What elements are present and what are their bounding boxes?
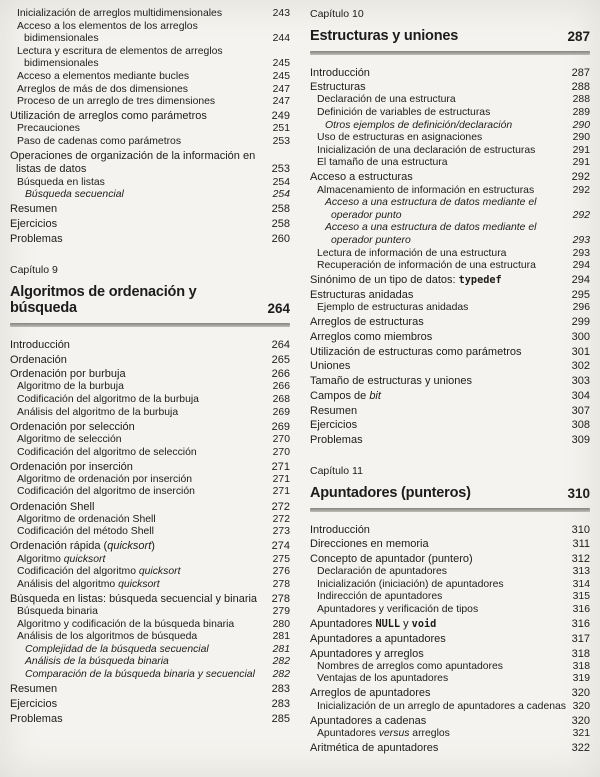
chapter-title-row [310, 28, 590, 45]
toc-entry [10, 354, 290, 367]
toc-entry-title: Otros ejemplos de definición/declaración [325, 119, 513, 131]
toc-entry [10, 203, 290, 216]
chapter-label: Capítulo 10 [310, 8, 364, 20]
toc-entry [10, 566, 290, 579]
toc-entry [310, 222, 590, 247]
toc-entry-title: Introducción [10, 338, 70, 351]
toc-entry-page: 299 [571, 316, 590, 329]
toc-entry-title: Algoritmo y codificación de la búsqueda binaria [17, 618, 235, 630]
toc-entry-page: 264 [271, 338, 290, 351]
toc-entry [310, 553, 590, 566]
chapter-title-row [10, 284, 290, 317]
toc-entry-page: 278 [271, 592, 290, 605]
toc-entry [10, 21, 290, 46]
toc-section [10, 264, 290, 726]
toc-entry-page: 271 [272, 486, 290, 498]
toc-entry-page: 260 [271, 232, 290, 245]
toc-entry-title: Ordenación por inserción [10, 460, 133, 473]
toc-entry [310, 331, 590, 344]
toc-entry-title: Concepto de apuntador (puntero) [310, 553, 473, 566]
toc-entry-page: 268 [272, 394, 290, 406]
toc-entry-title: Problemas [10, 232, 63, 245]
chapter-heading [10, 264, 290, 327]
toc-entry-title: Arreglos de estructuras [310, 316, 424, 329]
toc-entry-page: 317 [571, 632, 590, 645]
chapter-title: Estructuras y uniones [310, 28, 459, 44]
toc-entry-page: 318 [572, 660, 590, 672]
toc-entry-page: 281 [272, 643, 290, 655]
toc-entry [310, 120, 590, 133]
toc-entry-page: 309 [571, 433, 590, 446]
toc-entry [10, 110, 290, 123]
toc-entry [310, 524, 590, 537]
toc-entry-title: Inicialización de un arreglo de apuntadores a cadenas [317, 700, 566, 712]
toc-entry-title: Estructuras anidadas [310, 289, 414, 302]
chapter-rule [10, 323, 290, 327]
toc-entry-title: Ordenación [10, 353, 67, 366]
toc-entry-title: Utilización de arreglos como parámetros [10, 110, 207, 123]
toc-entry-title: Ejercicios [10, 217, 58, 230]
toc-entry-title: Declaración de apuntadores [317, 566, 447, 578]
toc-entry-title: Ordenación Shell [10, 500, 95, 513]
toc-entry-title: Acceso a elementos mediante bucles [17, 70, 190, 82]
toc-entry-page: 270 [272, 446, 290, 458]
toc-entry-page: 302 [571, 360, 590, 373]
toc-entry-page: 320 [572, 700, 590, 712]
toc-entry [310, 419, 590, 432]
toc-entry [10, 177, 290, 190]
toc-entry [310, 604, 590, 617]
toc-entry-title: Lectura de información de una estructura [317, 247, 507, 259]
toc-entry-page: 290 [572, 132, 590, 144]
toc-entry-title: Apuntadores y verificación de tipos [317, 604, 479, 616]
toc-entry [310, 145, 590, 158]
toc-entry-page: 294 [572, 260, 590, 272]
toc-entry-page: 280 [272, 618, 290, 630]
toc-entry-page: 292 [572, 209, 590, 221]
toc-entry-title: Almacenamiento de información en estructuras [317, 184, 535, 196]
chapter-heading [310, 465, 590, 512]
toc-entry-page: 282 [272, 656, 290, 668]
toc-entry [310, 274, 590, 287]
toc-entry-page: 258 [271, 203, 290, 216]
toc-entry [310, 661, 590, 674]
toc-entry [310, 375, 590, 388]
toc-entry-page: 321 [572, 727, 590, 739]
toc-entry [310, 107, 590, 120]
toc-entry-title: Arreglos de apuntadores [310, 687, 431, 700]
toc-entry-page: 308 [571, 419, 590, 432]
toc-entry-title: Apuntadores a apuntadores [310, 632, 446, 645]
toc-column-left [10, 8, 290, 777]
chapter-heading [310, 8, 590, 55]
toc-entry-title: Ejercicios [310, 419, 358, 432]
toc-entry [10, 554, 290, 567]
toc-entry-title: Operaciones de organización de la información en listas de datos [10, 150, 256, 176]
toc-entry [10, 189, 290, 202]
toc-entry-title: Complejidad de la búsqueda secuencial [25, 643, 209, 655]
toc-entry [10, 96, 290, 109]
toc-entry-page: 279 [272, 606, 290, 618]
toc-entry-page: 289 [572, 107, 590, 118]
toc-section [310, 465, 590, 755]
toc-entry-page: 316 [571, 618, 590, 631]
toc-entry-title: Acceso a los elementos de los arreglos bidimensionales [17, 20, 198, 45]
toc-entry [310, 67, 590, 80]
toc-entry [10, 606, 290, 619]
toc-entry-title: Análisis del algoritmo de la burbuja [17, 406, 179, 418]
toc-entry-page: 244 [272, 33, 290, 45]
toc-entry-page: 285 [271, 712, 290, 725]
toc-entry-page: 271 [271, 460, 290, 473]
toc-entry [10, 421, 290, 434]
toc-entry-page: 312 [571, 553, 590, 566]
chapter-label: Capítulo 11 [310, 465, 363, 478]
toc-entry-title: Algoritmo quicksort [17, 553, 106, 565]
toc-entry [10, 683, 290, 696]
toc-entry-title: Uso de estructuras en asignaciones [317, 132, 483, 144]
toc-section [310, 8, 590, 447]
toc-entry [310, 390, 590, 403]
toc-entry-page: 313 [572, 566, 590, 578]
toc-entry-page: 272 [271, 500, 290, 513]
toc-entry [310, 633, 590, 646]
toc-entry [10, 593, 290, 606]
toc-entry [10, 540, 290, 553]
toc-entry [10, 339, 290, 352]
toc-entry [10, 669, 290, 682]
toc-entry-title: Codificación del algoritmo de la burbuja [17, 394, 199, 406]
toc-entry-title: Algoritmo de la burbuja [17, 381, 124, 393]
toc-entry [310, 579, 590, 592]
toc-entry [310, 742, 590, 755]
chapter-page-number: 310 [567, 485, 590, 501]
toc-entry-title: Acceso a una estructura de datos mediante el operador puntero [325, 222, 537, 247]
toc-entry-title: Indirección de apuntadores [317, 591, 443, 603]
toc-entry-page: 316 [572, 604, 590, 616]
toc-entry [10, 461, 290, 474]
toc-entry-page: 293 [572, 235, 590, 247]
toc-entry-title: Problemas [310, 433, 363, 446]
toc-entry [310, 197, 590, 222]
toc-entry-page: 311 [572, 538, 590, 551]
toc-entry-page: 281 [272, 631, 290, 643]
toc-entry [10, 631, 290, 644]
chapter-title: Algoritmos de ordenación y búsqueda [10, 283, 197, 317]
toc-entry-title: Campos de bit [310, 389, 381, 402]
toc-entry-page: 275 [272, 553, 290, 565]
toc-entry-title: Codificación del método Shell [17, 526, 154, 538]
toc-entry-page: 272 [272, 513, 290, 525]
toc-entry-title: Introducción [310, 523, 370, 536]
toc-entry-page: 282 [272, 669, 290, 681]
toc-entry-title: Tamaño de estructuras y uniones [310, 375, 473, 388]
toc-entry [310, 185, 590, 198]
toc-entry [10, 150, 290, 176]
toc-entry [10, 579, 290, 592]
toc-entry-title: Aritmética de apuntadores [310, 742, 439, 755]
toc-entry-title: Inicialización de una declaración de estructuras [317, 144, 536, 156]
toc-entry-page: 283 [271, 683, 290, 696]
toc-entry-page: 253 [271, 163, 290, 176]
toc-entry-title: Resumen [310, 404, 358, 417]
toc-entry-page: 271 [272, 473, 290, 485]
toc-entry [10, 447, 290, 460]
toc-entry [10, 698, 290, 711]
toc-entry-page: 258 [271, 217, 290, 230]
toc-entry [310, 302, 590, 315]
toc-entry-title: Codificación del algoritmo quicksort [17, 566, 181, 578]
toc-entry-page: 319 [572, 673, 590, 685]
toc-entry-title: Apuntadores a cadenas [310, 714, 427, 727]
toc-entry-page: 270 [272, 433, 290, 445]
toc-entry [310, 538, 590, 551]
toc-entry-page: 291 [572, 157, 590, 169]
toc-entry [310, 171, 590, 184]
toc-entry [10, 644, 290, 657]
toc-entry-title: Codificación del algoritmo de selección [17, 446, 197, 458]
toc-entry-title: Uniones [310, 360, 351, 373]
toc-entry-page: 300 [571, 331, 590, 344]
toc-entry [10, 526, 290, 539]
toc-entry-title: Ejemplo de estructuras anidadas [317, 302, 469, 314]
toc-entry-title: Algoritmo de selección [17, 433, 122, 445]
toc-entry [310, 405, 590, 418]
toc-entry-title: Declaración de una estructura [317, 94, 456, 106]
toc-entry [10, 84, 290, 97]
toc-entry-page: 245 [272, 58, 290, 70]
toc-entry-page: 318 [571, 647, 590, 660]
toc-entry-page: 290 [572, 119, 590, 131]
chapter-page-number: 287 [567, 28, 590, 44]
toc-entry-page: 322 [571, 742, 590, 755]
toc-entry-title: Estructuras [310, 81, 366, 94]
toc-entry-page: 320 [571, 714, 590, 727]
toc-entry-page: 254 [272, 189, 290, 201]
toc-entry-title: Lectura y escritura de elementos de arreglos bidimensionales [17, 45, 223, 70]
toc-entry [10, 474, 290, 487]
chapter-rule [310, 508, 590, 512]
toc-entry-page: 269 [271, 420, 290, 433]
toc-entry-title: Definición de variables de estructuras [317, 107, 491, 118]
toc-entry-page: 276 [272, 566, 290, 578]
toc-entry [10, 123, 290, 136]
toc-entry-page: 320 [571, 687, 590, 700]
toc-entry [310, 701, 590, 714]
toc-entry-title: Algoritmo de ordenación por inserción [17, 473, 193, 485]
toc-entry-page: 247 [272, 96, 290, 108]
toc-entry-page: 287 [571, 66, 590, 79]
toc-entry-title: Nombres de arreglos como apuntadores [317, 660, 503, 672]
toc-entry-page: 278 [272, 578, 290, 590]
toc-entry [310, 728, 590, 741]
toc-entry-title: Apuntadores NULL y void [310, 618, 437, 631]
toc-entry-title: Recuperación de información de una estructura [317, 260, 536, 272]
toc-entry-page: 301 [571, 345, 590, 358]
toc-entry-title: Análisis del algoritmo quicksort [17, 578, 160, 590]
toc-entry-page: 266 [271, 368, 290, 381]
toc-entry-page: 283 [271, 697, 290, 710]
toc-entry [10, 46, 290, 71]
toc-entry-title: Búsqueda secuencial [25, 189, 124, 201]
toc-entry-page: 296 [572, 302, 590, 314]
toc-entry [10, 381, 290, 394]
toc-entry-page: 273 [272, 526, 290, 538]
toc-entry-title: Búsqueda en listas: búsqueda secuencial y binaria [10, 592, 258, 605]
toc-entry-title: Acceso a estructuras [310, 171, 413, 184]
toc-entry-page: 269 [272, 406, 290, 418]
toc-entry [10, 71, 290, 84]
toc-entry [310, 673, 590, 686]
toc-entry [310, 346, 590, 359]
toc-entry-title: Resumen [10, 203, 58, 216]
toc-entry-page: 288 [572, 94, 590, 106]
toc-entry [10, 368, 290, 381]
toc-entry [310, 591, 590, 604]
toc-entry [10, 514, 290, 527]
toc-entry-title: Búsqueda en listas [17, 176, 105, 188]
toc-entry [10, 136, 290, 149]
toc-entry [310, 94, 590, 107]
chapter-page-number: 264 [267, 300, 290, 316]
toc-entry [10, 656, 290, 669]
toc-entry-page: 274 [271, 540, 290, 553]
toc-entry-title: Ordenación por burbuja [10, 368, 126, 381]
toc-entry-title: Inicialización (iniciación) de apuntadores [317, 578, 504, 590]
chapter-title-row [310, 485, 590, 502]
toc-entry-page: 243 [272, 8, 290, 19]
toc-entry-title: Apuntadores y arreglos [310, 647, 424, 660]
toc-entry-title: Acceso a una estructura de datos mediante el operador punto [325, 197, 537, 221]
toc-entry-title: Codificación del algoritmo de inserción [17, 486, 195, 498]
toc-entry-title: Sinónimo de un tipo de datos: typedef [310, 274, 502, 287]
toc-entry-title: Ordenación por selección [10, 420, 135, 433]
toc-entry-page: 295 [571, 289, 590, 302]
toc-entry [310, 248, 590, 261]
toc-entry [310, 566, 590, 579]
toc-entry [310, 157, 590, 170]
toc-entry [310, 687, 590, 700]
chapter-title: Apuntadores (punteros) [310, 485, 471, 502]
toc-entry [10, 394, 290, 407]
toc-entry-title: Inicialización de arreglos multidimensionales [17, 8, 223, 19]
toc-entry [310, 289, 590, 302]
toc-entry-page: 310 [571, 523, 590, 536]
toc-entry [310, 81, 590, 94]
toc-entry-title: Comparación de la búsqueda binaria y secuencial [25, 669, 255, 681]
toc-entry [10, 233, 290, 246]
toc-entry-page: 304 [571, 389, 590, 402]
toc-entry-page: 292 [571, 171, 590, 184]
toc-entry-title: Análisis de los algoritmos de búsqueda [17, 631, 198, 643]
toc-entry-page: 303 [571, 375, 590, 388]
toc-entry-page: 291 [572, 144, 590, 156]
toc-entry-page: 251 [272, 123, 290, 135]
toc-column-right [310, 8, 590, 777]
toc-entry-title: Apuntadores versus arreglos [317, 727, 450, 739]
toc-entry [310, 434, 590, 447]
toc-entry-title: Algoritmo de ordenación Shell [17, 513, 156, 525]
toc-entry-title: Arreglos de más de dos dimensiones [17, 83, 188, 95]
toc-entry-page: 254 [272, 176, 290, 188]
toc-entry-title: Análisis de la búsqueda binaria [25, 656, 169, 668]
toc-entry-title: Ordenación rápida (quicksort) [10, 540, 155, 553]
toc-entry-page: 293 [572, 247, 590, 259]
toc-entry [310, 260, 590, 273]
toc-entry [10, 407, 290, 420]
toc-entry-title: Arreglos como miembros [310, 331, 433, 344]
toc-entry [310, 316, 590, 329]
toc-entry-page: 247 [272, 83, 290, 95]
toc-entry-title: Utilización de estructuras como parámetros [310, 345, 522, 358]
toc-entry [310, 360, 590, 373]
toc-entry-title: Resumen [10, 683, 58, 696]
toc-entry [310, 618, 590, 631]
toc-entry [10, 713, 290, 726]
toc-entry-page: 315 [572, 591, 590, 603]
toc-entry-title: Proceso de un arreglo de tres dimensiones [17, 96, 216, 108]
toc-entry-title: Ventajas de los apuntadores [317, 673, 449, 685]
chapter-rule [310, 51, 590, 55]
toc-entry [10, 619, 290, 632]
toc-entry [310, 648, 590, 661]
toc-entry [310, 715, 590, 728]
toc-entry-title: El tamaño de una estructura [317, 157, 448, 169]
toc-entry [10, 486, 290, 499]
toc-entry-title: Introducción [310, 66, 370, 79]
toc-entry-page: 266 [272, 381, 290, 393]
toc-entry [10, 434, 290, 447]
toc-entry-page: 288 [571, 81, 590, 94]
toc-entry-page: 265 [271, 353, 290, 366]
toc-entry-title: Ejercicios [10, 697, 58, 710]
toc-entry-page: 245 [272, 70, 290, 82]
toc-entry-page: 253 [272, 136, 290, 148]
toc-entry-page: 249 [271, 110, 290, 123]
toc-entry-title: Búsqueda binaria [17, 606, 98, 618]
toc-entry-page: 314 [572, 578, 590, 590]
toc-entry [310, 132, 590, 145]
toc-entry-title: Problemas [10, 712, 63, 725]
chapter-label: Capítulo 9 [10, 263, 58, 276]
toc-section [10, 8, 290, 246]
toc-entry [10, 8, 290, 21]
toc-entry-title: Paso de cadenas como parámetros [17, 136, 182, 148]
toc-entry-page: 307 [571, 404, 590, 417]
toc-entry [10, 501, 290, 514]
toc-entry [10, 218, 290, 231]
toc-entry-title: Precauciones [17, 123, 80, 135]
toc-entry-title: Direcciones en memoria [310, 538, 429, 551]
toc-entry-page: 292 [572, 184, 590, 196]
toc-entry-page: 294 [571, 274, 590, 287]
